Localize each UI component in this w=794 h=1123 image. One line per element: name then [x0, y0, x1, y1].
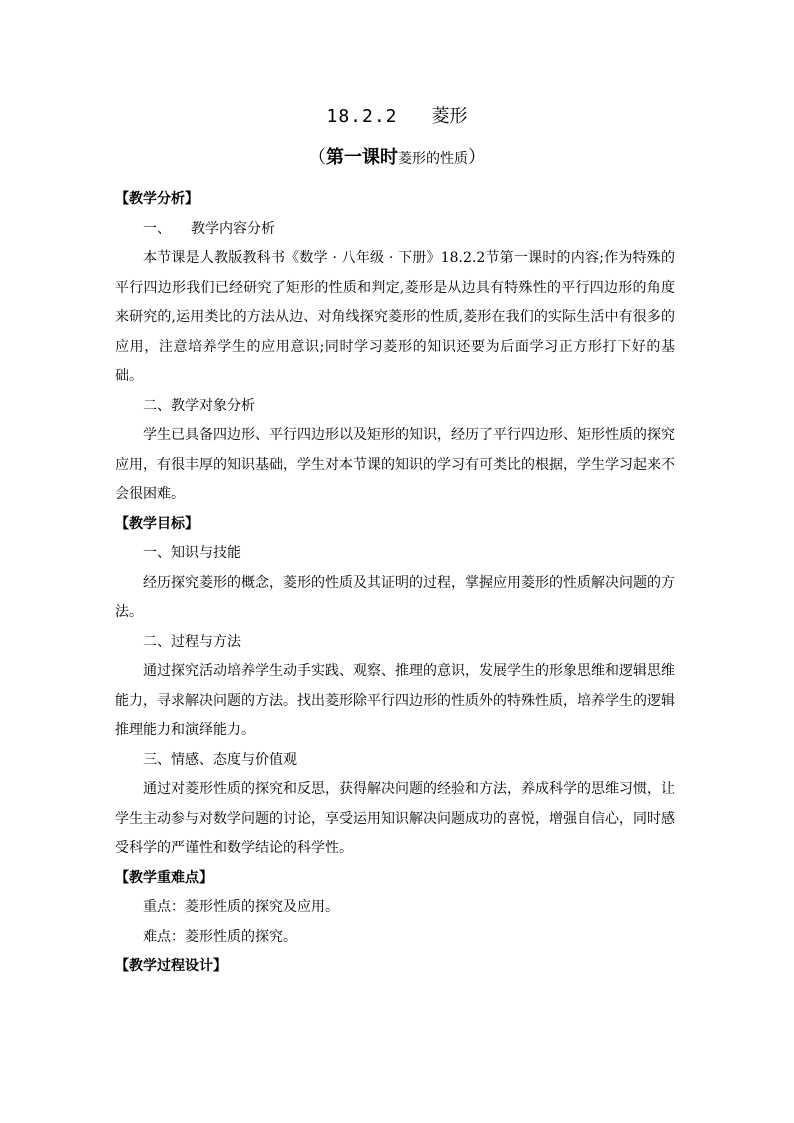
document-body	[115, 185, 675, 982]
document-title	[0, 104, 794, 130]
subheading-content-analysis	[115, 215, 675, 245]
section-heading-key-points: 【教学重难点】	[115, 869, 213, 886]
title-text: 菱形	[431, 106, 468, 127]
paragraph-process-methods: 通过探究活动培养学生动手实践、观察、推理的意识，发展学生的形象思维和逻辑思维能力，寻求解决问题的方法。找出菱形除平行四边形的性质外的特殊性质，培养学生的逻辑推理能力和演绎能力。	[115, 663, 675, 738]
subtitle-close-paren: ）	[468, 147, 486, 168]
paragraph-object-analysis: 学生已具备四边形、平行四边形以及矩形的知识，经历了平行四边形、矩形性质的探究应用，有很丰厚的知识基础，学生对本节课的知识的学习有可类比的根据，学生学习起来不会很困难。	[115, 427, 675, 502]
subtitle-open-paren: （	[308, 147, 326, 168]
subtitle-lesson: 第一课时	[326, 147, 398, 168]
section-heading-analysis: 【教学分析】	[115, 191, 199, 207]
key-point: 重点：菱形性质的探究及应用。	[143, 899, 339, 915]
paragraph-emotion-values: 通过对菱形性质的探究和反思，获得解决问题的经验和方法，养成科学的思维习惯，让学生主动参与对数学问题的讨论，享受运用知识解决问题成功的喜悦，增强自信心，同时感受科学的严谨性和数学结论的科学性。	[115, 781, 675, 856]
title-section-number: 18.2.2	[326, 106, 398, 127]
document-subtitle	[0, 145, 794, 172]
difficult-point: 难点：菱形性质的探究。	[143, 928, 297, 945]
paragraph-knowledge-skills: 经历探究菱形的概念，菱形的性质及其证明的过程，掌握应用菱形的性质解决问题的方法。	[115, 574, 675, 620]
section-heading-goals: 【教学目标】	[115, 515, 199, 532]
subheading-number: 一、	[143, 220, 171, 237]
subtitle-topic: 菱形的性质	[398, 151, 468, 167]
paragraph-content-analysis: 本节课是人教版教科书《数学 · 八年级 · 下册》18.2.2节第一课时的内容;作为特殊的平行四边形我们已经研究了矩形的性质和判定,菱形是从边具有特殊性的平行四边形的角度来研究的,运用类比的方法从边、对角线探究菱形的性质,菱形在我们的实际生活中有很多的应用，注意培养学生的应用意识;同时学习菱形的知识还要为后面学习正方形打下好的基础。	[115, 250, 675, 384]
section-heading-process-design: 【教学过程设计】	[115, 958, 227, 974]
subheading-emotion-values: 三、情感、态度与价值观	[143, 751, 297, 768]
subheading-knowledge-skills: 一、知识与技能	[143, 545, 241, 561]
subheading-object-analysis: 二、教学对象分析	[143, 397, 255, 414]
subheading-text: 教学内容分析	[191, 220, 275, 237]
subheading-process-methods: 二、过程与方法	[143, 633, 241, 650]
